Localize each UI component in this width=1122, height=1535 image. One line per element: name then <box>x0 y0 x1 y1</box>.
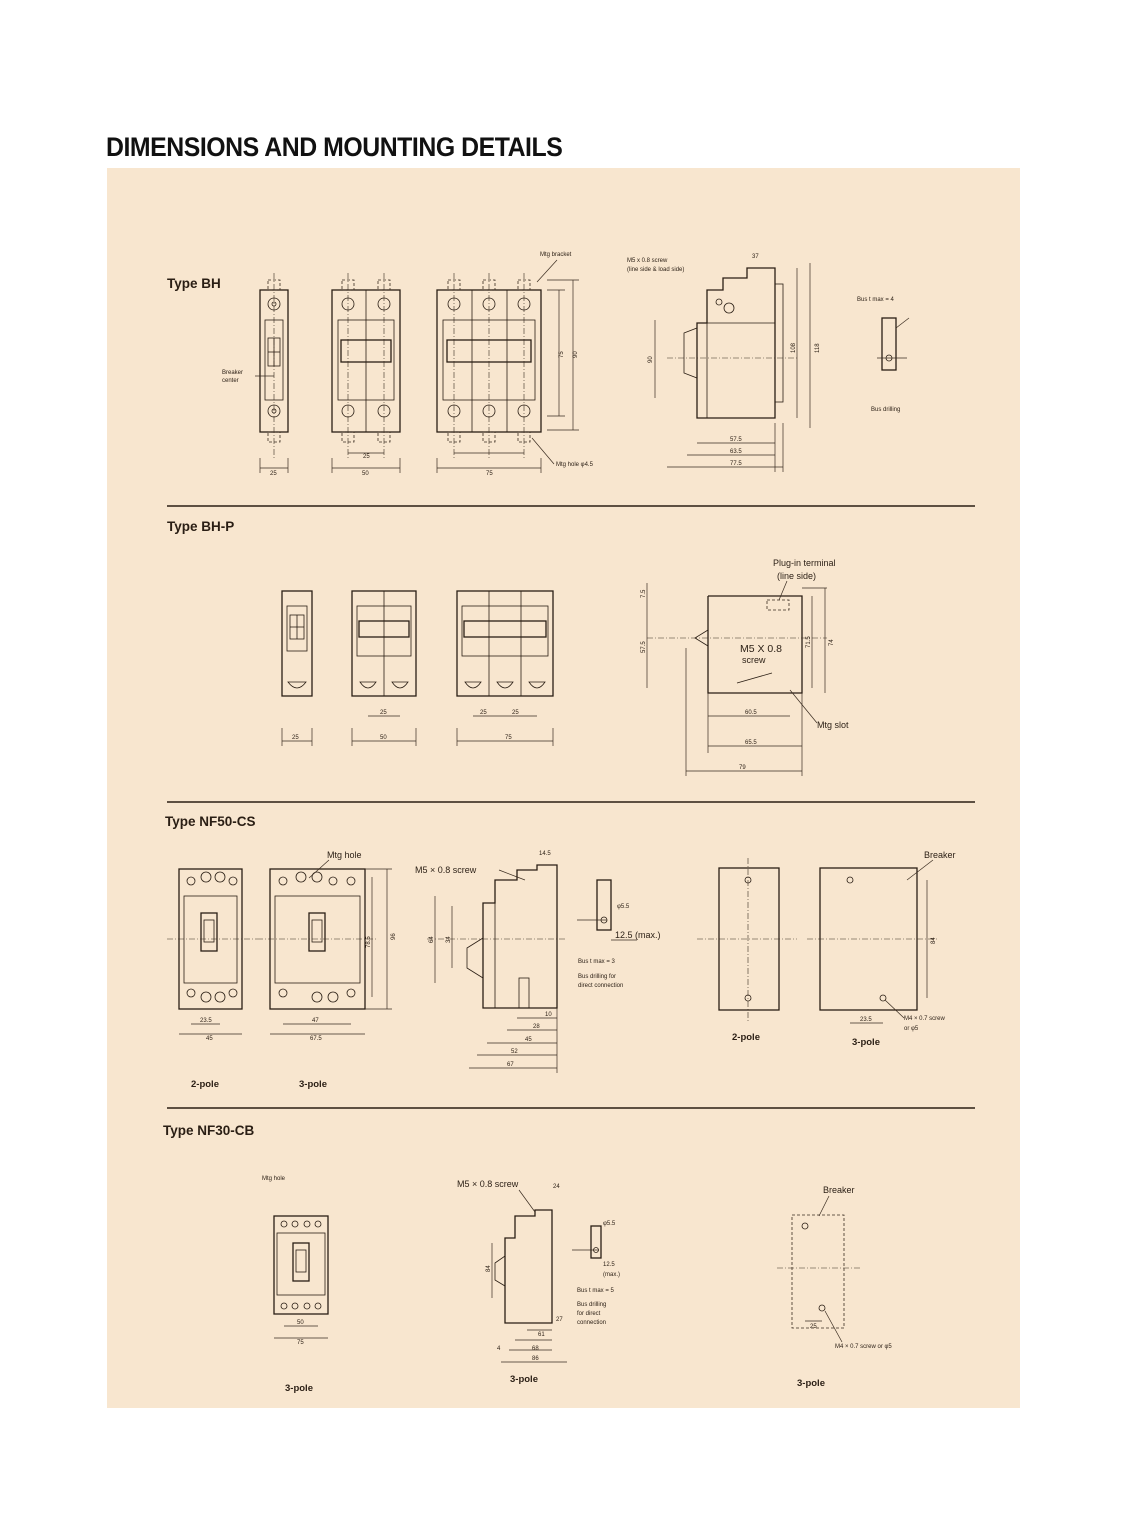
bh-dim-25: 25 <box>270 471 277 477</box>
nf50-dim-52: 52 <box>511 1049 518 1055</box>
bhp-dim-25c: 25 <box>480 710 487 716</box>
page-title: DIMENSIONS AND MOUNTING DETAILS <box>106 132 563 162</box>
nf30-bus-detail <box>572 1226 601 1258</box>
nf30-t12-2: (max.) <box>603 1272 620 1278</box>
nf30-breaker: Breaker <box>823 1185 855 1195</box>
nf50-2pole-label-right: 2-pole <box>732 1032 760 1043</box>
bh-3pole-front <box>437 273 579 458</box>
bh-screw-2: (line side & load side) <box>627 267 685 273</box>
nf50-m4-2: or φ5 <box>904 1026 919 1032</box>
nf50-screw: M5 × 0.8 screw <box>415 865 477 875</box>
nf50-dim-23-5-b: 23.5 <box>860 1017 872 1023</box>
section-heading-bh: Type BH <box>167 276 221 291</box>
bhp-dim-60-5: 60.5 <box>745 710 757 716</box>
nf50-2pole-front <box>167 869 257 1009</box>
bh-dim-25b: 25 <box>363 454 370 460</box>
nf30-dim-68: 68 <box>532 1346 539 1352</box>
nf50-mtg-hole: Mtg hole <box>327 850 362 860</box>
nf50-t12: 12.5 (max.) <box>615 930 661 940</box>
bh-bus-drilling: Bus drilling <box>871 407 901 413</box>
nf50-dim-45: 45 <box>206 1036 213 1042</box>
nf50-m4-1: M4 × 0.7 screw <box>904 1016 945 1022</box>
bhp-2pole-front <box>352 591 416 696</box>
bh-dim-side-90: 90 <box>648 356 654 363</box>
nf50-dim-14-5: 14.5 <box>539 851 551 857</box>
nf30-dim-27: 27 <box>556 1317 563 1323</box>
bhp-dim-7-5: 7.5 <box>641 589 647 598</box>
bh-dim-37: 37 <box>752 254 759 260</box>
nf30-phi: φ5.5 <box>603 1221 616 1227</box>
nf30-dim-4: 4 <box>497 1346 501 1352</box>
nf30-dim-86: 86 <box>532 1356 539 1362</box>
bhp-dim-57-5: 57.5 <box>641 641 647 653</box>
dimension-drawing <box>107 168 1020 1408</box>
nf50-dim-23-5: 23.5 <box>200 1018 212 1024</box>
nf50-dim-10: 10 <box>545 1012 552 1018</box>
nf50-side-view <box>427 865 567 1073</box>
nf30-mtg-hole: Mtg hole <box>262 1176 286 1182</box>
nf50-dim-47: 47 <box>312 1018 319 1024</box>
nf50-dim-84: 84 <box>931 937 937 944</box>
nf50-dim-78-5: 78.5 <box>366 936 372 948</box>
nf50-3pole-label-left: 3-pole <box>299 1079 327 1090</box>
nf30-dim-25: 25 <box>810 1324 817 1330</box>
bhp-dim-71-5: 71.5 <box>806 636 812 648</box>
nf50-bus-max: Bus t max = 3 <box>578 959 615 965</box>
nf50-bus-drilling-2: direct connection <box>578 983 624 989</box>
bh-dim-108: 108 <box>791 342 797 353</box>
section-type-nf50 <box>165 814 956 1090</box>
bhp-mtg-slot: Mtg slot <box>817 720 849 730</box>
bh-dim-63-5: 63.5 <box>730 449 742 455</box>
nf30-bus-max: Bus t max = 5 <box>577 1288 614 1294</box>
nf50-breaker: Breaker <box>924 850 956 860</box>
nf30-3pole-label-b: 3-pole <box>510 1374 538 1385</box>
nf30-3pole-drilling <box>777 1215 862 1328</box>
section-type-bhp <box>167 519 849 776</box>
bhp-plug-in-2: (line side) <box>777 571 817 581</box>
section-heading-nf50: Type NF50-CS <box>165 814 256 829</box>
bh-bus-detail <box>877 318 909 370</box>
bh-dim-77-5: 77.5 <box>730 461 742 467</box>
bhp-dim-65-5: 65.5 <box>745 740 757 746</box>
nf30-bus-drilling-1: Bus drilling <box>577 1302 607 1308</box>
nf30-bus-drilling-3: connection <box>577 1320 607 1326</box>
bh-screw-1: M5 x 0.8 screw <box>627 258 668 264</box>
bhp-side-view <box>647 583 827 776</box>
nf50-3pole-drilling <box>807 868 937 1023</box>
nf30-3pole-label-c: 3-pole <box>797 1378 825 1389</box>
bhp-plug-in-1: Plug-in terminal <box>773 558 836 568</box>
bh-dim-75v: 75 <box>559 351 565 358</box>
nf50-3pole-label-right: 3-pole <box>852 1037 880 1048</box>
bhp-dim-74: 74 <box>829 639 835 646</box>
nf50-phi: φ5.5 <box>617 904 630 910</box>
bhp-3pole-front <box>457 591 553 696</box>
nf50-2pole-label-left: 2-pole <box>191 1079 219 1090</box>
nf50-dim-67: 67 <box>507 1062 514 1068</box>
nf30-side-view <box>492 1210 567 1362</box>
bh-dim-57-5: 57.5 <box>730 437 742 443</box>
bh-2pole-front <box>332 273 400 458</box>
nf30-dim-84: 84 <box>486 1265 492 1272</box>
bhp-dim-75: 75 <box>505 735 512 741</box>
drawing-plate <box>107 168 1020 1408</box>
nf30-dim-75: 75 <box>297 1340 304 1346</box>
bhp-dim-79: 79 <box>739 765 746 771</box>
nf30-screw: M5 × 0.8 screw <box>457 1179 519 1189</box>
bh-dim-118: 118 <box>815 343 821 353</box>
bh-mtg-hole: Mtg hole φ4.5 <box>556 462 593 468</box>
nf50-dim-67-5: 67.5 <box>310 1036 322 1042</box>
bhp-screw-2: screw <box>742 655 766 665</box>
nf50-dim-28: 28 <box>533 1024 540 1030</box>
nf30-bus-drilling-2: for direct <box>577 1311 601 1317</box>
bh-dim-75: 75 <box>486 471 493 477</box>
section-type-nf30 <box>163 1123 892 1394</box>
bhp-dim-25b: 25 <box>380 710 387 716</box>
bhp-screw-1: M5 X 0.8 <box>740 643 783 655</box>
nf50-dim-64: 64 <box>429 936 435 943</box>
nf30-3pole-label-a: 3-pole <box>285 1383 313 1394</box>
nf50-dim-96: 96 <box>391 933 397 940</box>
section-type-bh <box>167 252 909 477</box>
nf50-dim-45-side: 45 <box>525 1037 532 1043</box>
nf50-2pole-drilling <box>697 858 797 1023</box>
bh-breaker-center-2: center <box>222 378 239 384</box>
bh-breaker-center-1: Breaker <box>222 370 244 376</box>
nf30-m4: M4 × 0.7 screw or φ5 <box>835 1344 892 1350</box>
bhp-1pole-front <box>282 591 312 696</box>
nf30-dim-61: 61 <box>538 1332 545 1338</box>
bh-dim-50: 50 <box>362 471 369 477</box>
bh-dim-90v: 90 <box>573 351 579 358</box>
nf50-bus-drilling-1: Bus drilling for <box>578 974 617 980</box>
section-heading-nf30: Type NF30-CB <box>163 1123 255 1138</box>
nf50-dim-34: 34 <box>446 936 452 943</box>
nf30-t12-1: 12.5 <box>603 1262 615 1268</box>
bhp-dim-25d: 25 <box>512 710 519 716</box>
bhp-dim-50: 50 <box>380 735 387 741</box>
nf30-dim-24: 24 <box>553 1184 560 1190</box>
bh-mtg-bracket: Mtg bracket <box>540 252 572 258</box>
nf30-dim-50: 50 <box>297 1320 304 1326</box>
bh-bus-max: Bus t max = 4 <box>857 297 894 303</box>
bhp-dim-25: 25 <box>292 735 299 741</box>
bh-1pole-front <box>260 273 288 458</box>
section-heading-bhp: Type BH-P <box>167 519 235 534</box>
